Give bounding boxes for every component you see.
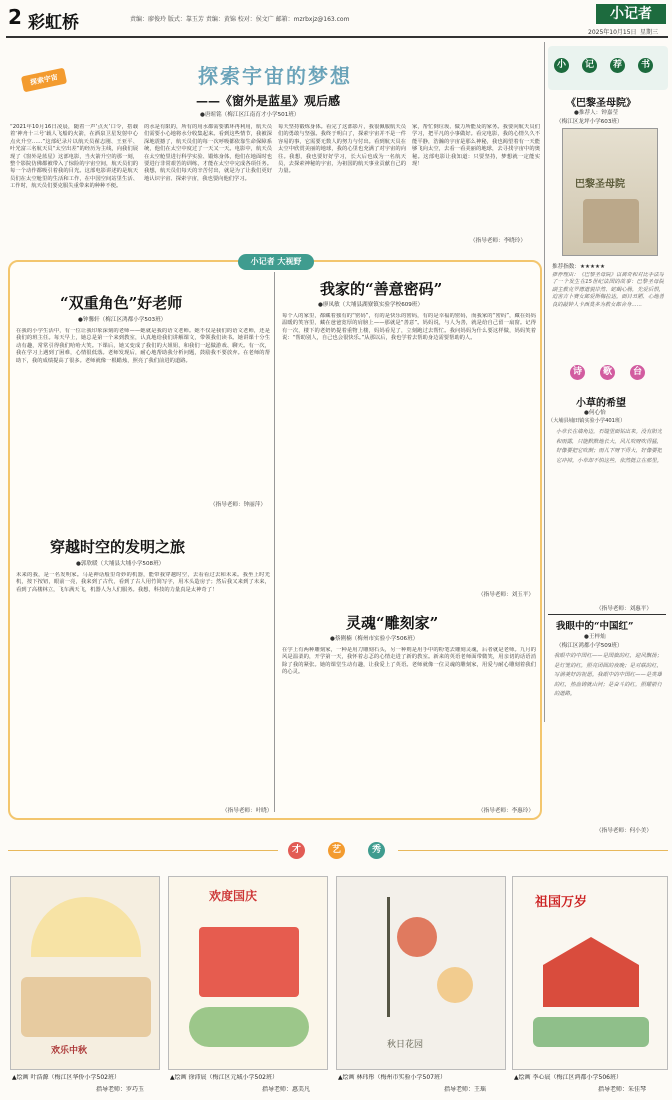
art1-byline: ●钟馨轩（梅江区鸿都小学503班） — [78, 317, 167, 323]
art4-text: 在学上有两种雕刻家，一种是用刀雕刻石头，另一种则是用手中的粉笔去雕刻灵魂，后者就是老师。九月的风是温柔的，开学第一天，我怀着忐忑的心情走进了新的教室。新来的英语老师面带微笑，用亲切的话语消除了我的紧张。她的课堂生动有趣，让我爱上了英语。老师就像一位灵魂的雕刻家，用爱与耐心雕刻着我们的心灵。 — [282, 647, 536, 676]
column-tag: 小记者 大视野 — [238, 254, 314, 270]
flower-shape — [397, 917, 437, 957]
lead-byline: ●唐暄铭（梅江区江南育才小学501班） — [200, 112, 300, 118]
artwork-1-caption: ▲绘画 叶浩源（梅江区华侨小学502班） — [12, 1074, 120, 1081]
poem2-teacher: （指导老师：何小美） — [596, 828, 652, 834]
art2-text: 每个人的家里，都藏着独有的“密码”，有的是快乐的密码，有的是幸福的密码，而我家的“密码”，藏在妈妈温暖的笑容里，藏在爸爸宽厚的肩膀上——那就是“善意”。妈妈说，与人为善，就是给自己留一扇窗。记得有一次，楼下的老奶奶提着重物上楼，妈妈看见了，立刻跑过去帮忙。我问妈妈为什么要这样做，妈妈笑着说：“帮助别人，自己也会很快乐。”从那以后，我也学着去帮助身边需要帮助的人。 — [282, 313, 536, 342]
moon-shape — [31, 897, 141, 957]
lead-col1: “2021年10月16日凌晨，随着一声‘点火’口令，搭载着‘神舟十三号’载人飞船的火箭，在酒泉卫星发射中心点火升空……”这部纪录片以航天员翟志刚、王亚平、叶光富三名航天员“太空出差”的经历为主线，向我们展现了《窗外是蓝星》这部电影，当火箭升空的那一刻，整个影院仿佛都被带入了惊险的宇宙空间，航天员们的每一个动作都吸引着我的目光。这部电影讲述的是航天员们在太空舱里的生活和工作，在中国空间站里生活、工作时，航天员们要克服失重带来的种种不便。 — [10, 124, 138, 190]
artwork-4-teacher: 指导老师：朱佳琴 — [598, 1086, 647, 1093]
art4-teacher: （指导老师：李惠玲） — [478, 808, 534, 814]
book-cover — [562, 128, 658, 256]
art2-byline: ●廖凤敏（大埔县湖寮镇实验学校609班） — [318, 302, 424, 308]
issue-weekday: 星期三 — [640, 29, 659, 36]
poem-tag-char: 诗 — [570, 365, 585, 380]
artwork-1 — [10, 876, 160, 1070]
showcase-tag-char: 艺 — [328, 842, 345, 859]
poem1-school: （大埔县埔田镇实验小学401班） — [548, 418, 626, 424]
poem1-teacher: （指导老师：刘惠平） — [596, 606, 652, 612]
artwork-3-teacher: 指导老师：王瑶 — [444, 1086, 487, 1093]
masthead: 小记者 — [596, 4, 666, 24]
section-name: 彩虹桥 — [28, 13, 79, 33]
ground-shape — [533, 1017, 649, 1047]
book-tag-char: 荐 — [610, 58, 625, 73]
lead-teacher: （指导老师：李晓玲） — [470, 238, 526, 244]
artwork-3 — [336, 876, 506, 1070]
showcase-banner — [8, 832, 668, 872]
artwork-4-caption: ▲绘画 李心宸（梅江区鸿都小学506班） — [514, 1074, 622, 1081]
art4-byline: ●蔡俐楠（梅州市实验小学506班） — [330, 636, 419, 642]
artwork-2-teacher: 指导老师：惠美凡 — [262, 1086, 311, 1093]
poem-tag — [556, 360, 660, 386]
art3-byline: ●郭欣暖（大埔县大埔小学508班） — [76, 561, 165, 567]
book-title: 《巴黎圣母院》 — [566, 98, 636, 109]
book-reason: 推荐理由：《巴黎圣母院》以离奇和对比手法写了一个发生在15世纪法国的故事：巴黎圣母院副主教克罗德道貌岸然、蛇蝎心肠，先爱后恨，迫害吉卜赛女郎爱斯梅拉达。面目丑陋、心地善良的敲钟人卡西莫多为救女郎舍身…… — [552, 272, 664, 308]
lead-col2: 的水是有限的，所有的用水都需要循环再利用，航天员们需要小心地将水分收集起来。看到这些情节，我被深深地震撼了，航天员们的每一次呼吸都依靠生命保障系统，他们在太空中度过了一天又一天。电影中，航天员在太空舱里进行科学实验、锻炼身体，他们在地面时也要进行非常艰苦的训练，才能在太空中完成各项任务。我想，航天员们每天的辛苦付出，就是为了让我们更好地认识宇宙、探索宇宙，我也要向他们学习。 — [144, 124, 272, 182]
page-number: 2 — [8, 5, 22, 29]
header-rule — [6, 36, 668, 38]
book-cover-title: 巴黎圣母院 — [575, 179, 625, 190]
grass-shape — [189, 1007, 309, 1047]
sidebar-divider — [544, 42, 545, 722]
poem1-author: ●何心怡 — [584, 410, 606, 416]
artwork-1-teacher: 指导老师：罗巧玉 — [96, 1086, 145, 1093]
lead-col4: 家，帮忙倒垃圾、做力所能及的家务。我要向航天员们学习，把平凡的小事做好。看完电影，我的心情久久不能平静，浩瀚的宇宙是那么神秘，我也渴望着有一天能够飞向太空，去看一看美丽的地球，去寻找宇宙中的奥秘。这部电影让我知道：只要坚持，梦想就一定能实现！ — [412, 124, 540, 168]
poem2-author: ●王梓灿 — [584, 634, 606, 640]
artwork-3-caption: ▲绘画 林玮彤（梅州市实验小学507班） — [338, 1074, 446, 1081]
showcase-tag — [278, 836, 398, 864]
art1-title: “双重角色”好老师 — [60, 294, 183, 312]
artwork-2-caption: ▲绘画 徐沛宸（梅江区元城小学502班） — [170, 1074, 278, 1081]
gate-shape — [543, 937, 639, 1007]
book-cover-art — [583, 199, 639, 243]
book-tag-char: 小 — [554, 58, 569, 73]
poem2-lines: 我眼中的中国红——是国旗的红，迎风飘扬；是灯笼的红，照亮团圆的夜晚；是对联的红，写满美好的祝愿。我眼中的中国红——是英雄的红，热血铸就山河；是奋斗的红，照耀前行的道路。 — [554, 653, 662, 697]
sidebar-rule — [548, 614, 666, 615]
art3-teacher: （指导老师：叶晓） — [222, 808, 273, 814]
book-tag-char: 书 — [638, 58, 653, 73]
art4-title: 灵魂“雕刻家” — [346, 614, 439, 632]
lead-tag: 探索宇宙 — [21, 68, 67, 93]
book-school: （梅江区龙坪小学603班） — [556, 119, 623, 125]
lead-title: 探索宇宙的梦想 — [198, 64, 352, 88]
table-shape — [21, 977, 151, 1037]
poem2-title: 我眼中的“中国红” — [556, 621, 634, 632]
art3-title: 穿越时空的发明之旅 — [50, 538, 186, 556]
book-tag — [548, 46, 668, 90]
artwork-1-title: 欢乐中秋 — [51, 1046, 88, 1056]
art2-title: 我家的“善意密码” — [320, 280, 443, 298]
lead-title-group — [160, 62, 390, 90]
art1-teacher: （指导老师：钟丽萍） — [210, 502, 266, 508]
artwork-2-title: 欢度国庆 — [209, 889, 258, 903]
showcase-tag-char: 秀 — [368, 842, 385, 859]
poem2-school: （梅江区鸿都小学509班） — [556, 643, 623, 649]
artwork-3-title: 秋日花园 — [387, 1040, 424, 1050]
lead-subtitle: ——《窗外是蓝星》观后感 — [196, 94, 341, 108]
column-divider — [274, 272, 275, 812]
header — [0, 0, 672, 36]
artwork-4 — [512, 876, 668, 1070]
showcase-tag-char: 才 — [288, 842, 305, 859]
artwork-4-title: 祖国万岁 — [535, 895, 588, 910]
art3-text: 未来的我，是一名发明家。马是神话般里奇妙的机器，能带我穿越时空，去看看过去和未来。我坐上时光机，按下按钮，眼前一亮，我来到了古代，看到了古人用竹简写字，用木头造房子；然后我又来到了未来，看到了高楼林立，飞车满天飞，机器人为人们服务。我想，科技的力量真是太神奇了！ — [16, 572, 270, 593]
flag-shape — [199, 927, 299, 997]
issue-date: 2025年10月15日 — [588, 29, 637, 36]
poem-tag-char: 台 — [630, 365, 645, 380]
lead-col3: 每天坚持锻炼身体。看完了这部影片，我很佩服航天员们的勇敢与坚强。我终于明白了，探索宇宙并不是一件容易的事，它需要无数人的努力与付出。看到航天员在太空中欣赏美丽的地球，我的心里也充满了对宇宙的向往。我想，我也要好好学习，长大后也成为一名航天员，去探索神秘的宇宙，为祖国的航天事业贡献自己的力量。 — [278, 124, 406, 175]
poem1-lines: 小草长在墙角边，石缝里面钻出来。没有阳光和雨露，只能默默地长大。风儿吹呀吹得猛，好像要把它吹倒；雨儿下呀下得大，好像要把它冲掉。小草却不怕这些，依然挺立在那里。 — [556, 429, 662, 464]
book-tag-char: 记 — [582, 58, 597, 73]
staff-line: 责编：廖俊玲 版式：靠玉芳 责编：黄锦 校对：侯文广 邮箱：mzrbxjz@163.com — [130, 16, 350, 23]
poem-tag-char: 歌 — [600, 365, 615, 380]
artwork-2 — [168, 876, 328, 1070]
flower-shape — [437, 967, 473, 1003]
book-rating: 推荐指数：★★★★★ — [552, 264, 606, 270]
art2-teacher: （指导老师：刘玉平） — [478, 592, 534, 598]
book-author: ●推荐人：钟嘉莹 — [574, 110, 619, 116]
poem1-title: 小草的希望 — [576, 398, 626, 409]
art1-text: 在我的小学生活中，有一位让我印象深刻的老师——她就是我的语文老师。她不仅是我们的语文老师，还是我们的班主任。每天早上，她总是第一个来到教室，认真地给我们讲解课文，带领我们读书。她讲课十分生动有趣，常常引得我们哈哈大笑。下课后，她又变成了我们的大姐姐，和我们一起做游戏、聊天。有一次，我在学习上遇到了困难，心情很低落。老师发现后，耐心地帮助我分析问题，鼓励我不要放弃。在老师的帮助下，我的成绩提高了很多。老师就像一根蜡烛，照亮了我们前进的道路。 — [16, 328, 270, 364]
